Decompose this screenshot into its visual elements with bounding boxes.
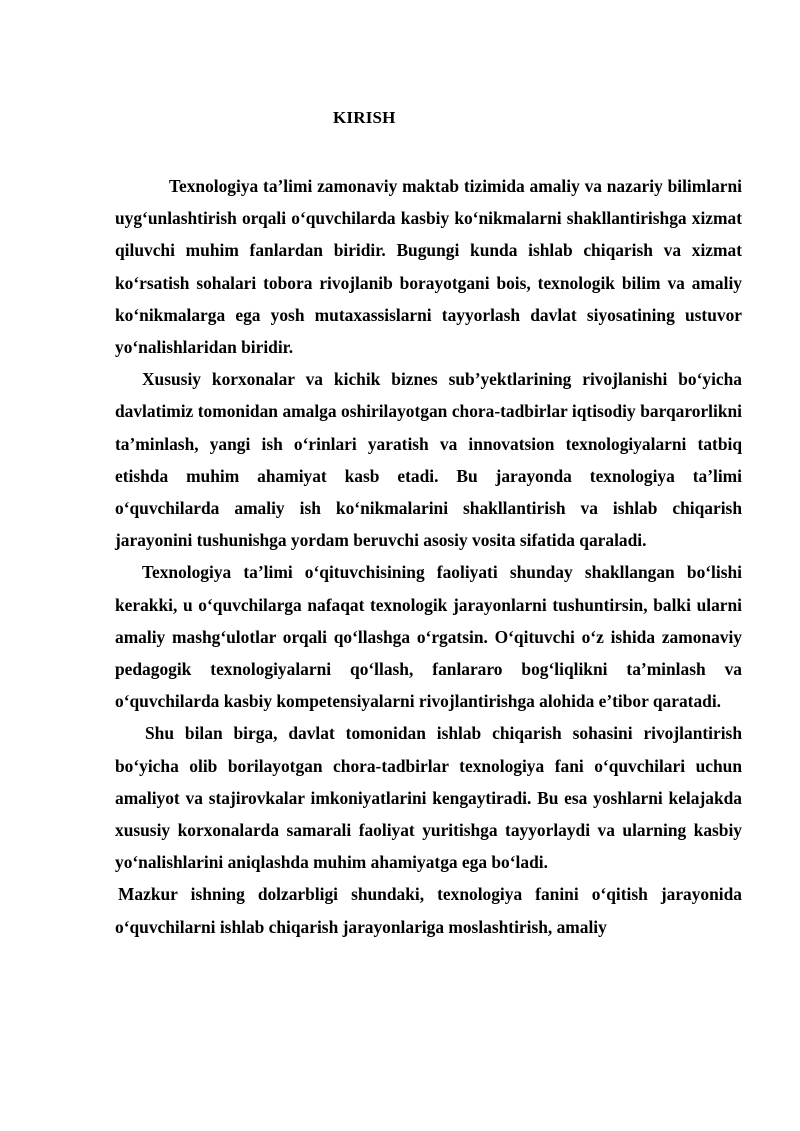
- body-paragraph: Mazkur ishning dolzarbligi shundaki, texnologiya fanini o‘qitish jarayonida o‘quvchilarni ishlab chiqarish jarayonlariga moslashtirish, amaliy: [115, 884, 742, 937]
- body-paragraph: Texnologiya ta’limi o‘qituvchisining faoliyati shunday shakllangan bo‘lishi kerakki, u o‘quvchilarga nafaqat texnologik jarayonlarni tushuntirsin, balki ularni amaliy mashg‘ulotlar orqali qo‘llashga o‘rgatsin. O‘qituvchi o‘z ishida zamonaviy pedagogik texnologiyalarni qo‘llash, fanlararo bog‘liqlikni ta’minlash va o‘quvchilarda kasbiy kompetensiyalarni rivojlantirishga alohida e’tibor qaratadi.: [115, 562, 742, 712]
- document-body: [115, 170, 742, 943]
- body-paragraph: Xususiy korxonalar va kichik biznes sub’yektlarining rivojlanishi bo‘yicha davlatimiz tomonidan amalga oshirilayotgan chora-tadbirlar iqtisodiy barqarorlikni ta’minlash, yangi ish o‘rinlari yaratish va innovatsion texnologiyalarni tatbiq etishda muhim ahamiyat kasb etadi. Bu jarayonda texnologiya ta’limi o‘quvchilarda amaliy ish ko‘nikmalarini shakllantirish va ishlab chiqarish jarayonini tushunishga yordam beruvchi asosiy vosita sifatida qaraladi.: [115, 369, 742, 551]
- body-paragraph: Texnologiya ta’limi zamonaviy maktab tizimida amaliy va nazariy bilimlarni uyg‘unlashtirish orqali o‘quvchilarda kasbiy ko‘nikmalarni shakllantirishga xizmat qiluvchi muhim fanlardan biridir. Bugungi kunda ishlab chiqarish va xizmat ko‘rsatish sohalari tobora rivojlanib borayotgani bois, texnologik bilim va amaliy ko‘nikmalarga ega yosh mutaxassislarni tayyorlash davlat siyosatining ustuvor yo‘nalishlaridan biridir.: [115, 176, 742, 358]
- section-title: KIRISH: [333, 108, 396, 127]
- body-paragraph: Shu bilan birga, davlat tomonidan ishlab chiqarish sohasini rivojlantirish bo‘yicha olib borilayotgan chora-tadbirlar texnologiya fani o‘quvchilari uchun amaliyot va stajirovkalar imkoniyatlarini kengaytiradi. Bu esa yoshlarni kelajakda xususiy korxonalarda samarali faoliyat yuritishga tayyorlaydi va ularning kasbiy yo‘nalishlarini aniqlashda muhim ahamiyatga ega bo‘ladi.: [115, 723, 742, 873]
